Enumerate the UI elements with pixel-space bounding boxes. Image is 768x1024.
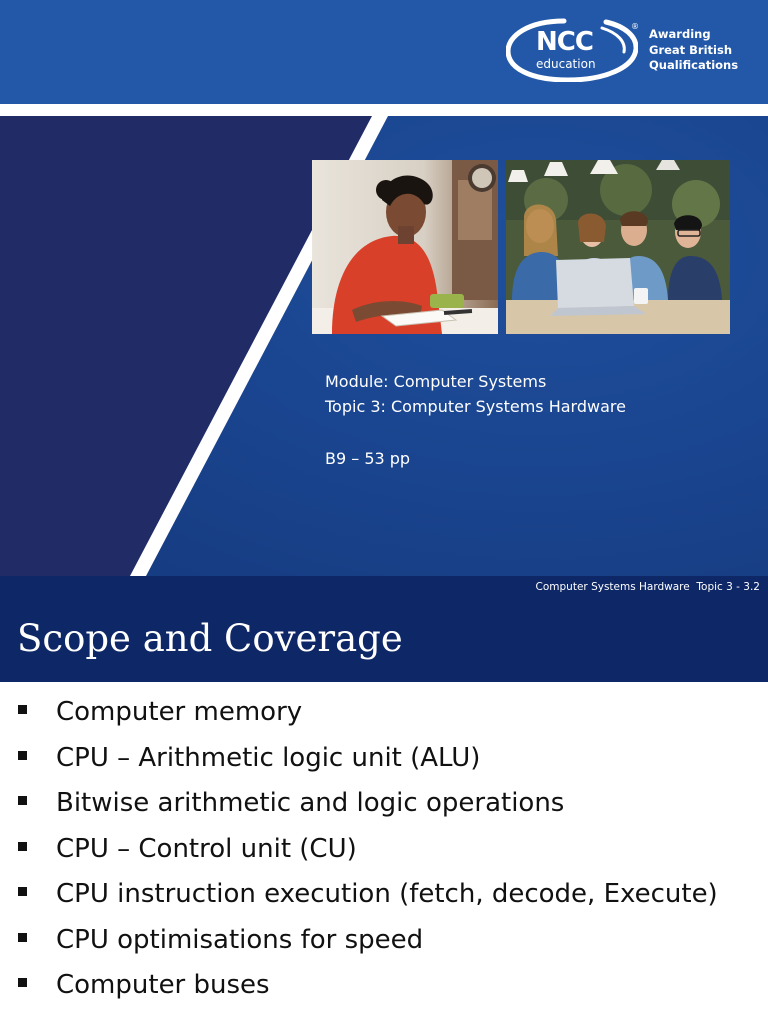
reference-text: B9 – 53 pp: [325, 449, 411, 468]
cover-hero: [0, 116, 768, 576]
cover-module-info: [325, 369, 626, 471]
bullet-square-icon: [18, 796, 27, 805]
ncc-logo: [506, 18, 746, 84]
bullet-square-icon: [18, 751, 27, 760]
bullet-square-icon: [18, 842, 27, 851]
logo-tagline-line: Qualifications: [649, 58, 739, 72]
bullet-text: Bitwise arithmetic and logic operations: [56, 788, 565, 818]
bullet-item: [0, 872, 768, 918]
divider: [0, 104, 768, 116]
bullet-square-icon: [18, 887, 27, 896]
bullet-item: [0, 827, 768, 873]
logo-tagline: [649, 27, 749, 74]
bullet-text: Computer buses: [56, 970, 270, 1000]
bullet-text: CPU instruction execution (fetch, decode, Execute): [56, 879, 718, 909]
logo-brand-text: NCC: [536, 27, 593, 57]
logo-tagline-line: Awarding: [649, 27, 711, 41]
bullet-list: [0, 690, 768, 1009]
bullet-text: CPU – Arithmetic logic unit (ALU): [56, 742, 481, 773]
module-title: Module: Computer Systems: [325, 372, 547, 391]
bullet-item: [0, 963, 768, 1009]
slide-header: [0, 576, 768, 682]
bullet-item: [0, 781, 768, 827]
bullet-item: [0, 918, 768, 964]
topic-title: Topic 3: Computer Systems Hardware: [325, 397, 626, 416]
bullet-square-icon: [18, 978, 27, 987]
photo-woman-writing: [312, 160, 498, 334]
cover-header-band: [0, 0, 768, 104]
logo-registered-mark: ®: [631, 22, 639, 31]
slide-title: Scope and Coverage: [17, 617, 403, 660]
bullet-text: CPU – Control unit (CU): [56, 833, 357, 864]
logo-sub-text: education: [536, 57, 596, 71]
bullet-text: CPU optimisations for speed: [56, 924, 424, 955]
slide-reference: Computer Systems Hardware Topic 3 - 3.2: [535, 581, 760, 593]
bullet-square-icon: [18, 705, 27, 714]
bullet-square-icon: [18, 933, 27, 942]
bullet-item: [0, 690, 768, 736]
photo-group-laptop: [506, 160, 730, 334]
logo-tagline-line: Great British: [649, 42, 733, 57]
bullet-text: Computer memory: [56, 697, 303, 727]
bullet-item: [0, 736, 768, 782]
